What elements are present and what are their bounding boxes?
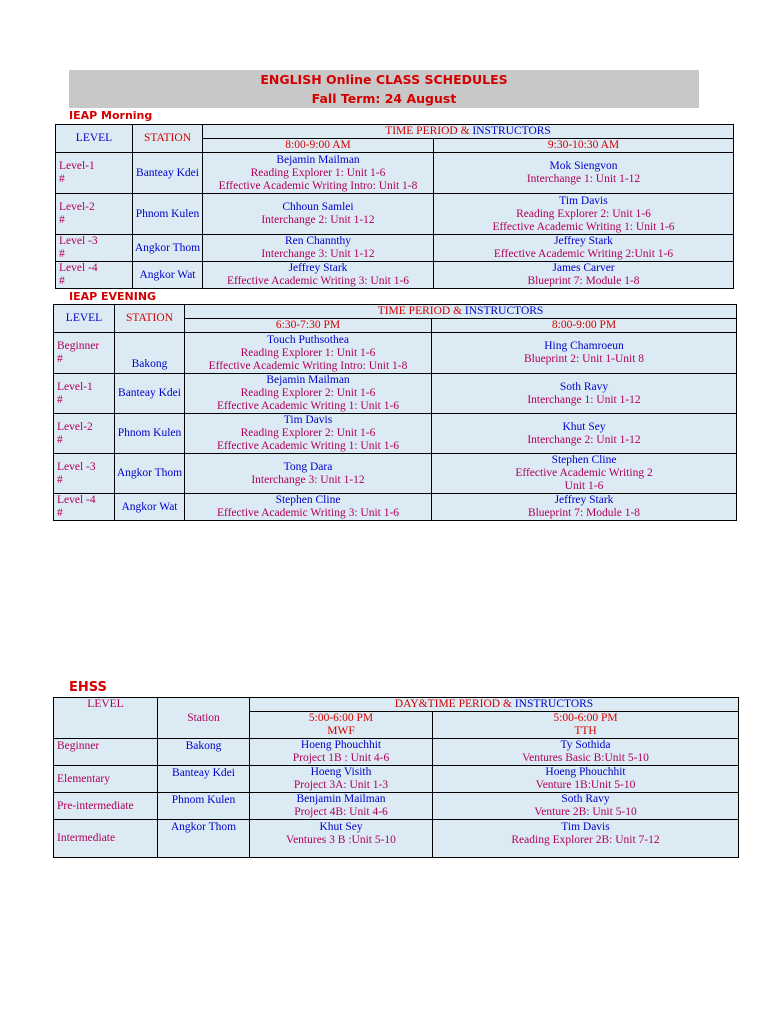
- level-cell: Pre-intermediate: [54, 793, 158, 820]
- time-period-header: TIME PERIOD & INSTRUCTORS: [185, 305, 737, 319]
- morning-schedule-table: [55, 124, 734, 289]
- class-cell: Bejamin Mailman Reading Explorer 2: Unit 1-6 Effective Academic Writing 1: Unit 1-6: [185, 374, 432, 414]
- day-slot-1: MWF: [250, 725, 433, 739]
- table-row: [54, 374, 737, 414]
- level-cell: Beginner: [54, 739, 158, 766]
- station-cell: Phnom Kulen: [158, 793, 250, 820]
- level-cell: Level-1 #: [54, 374, 115, 414]
- level-cell: Level -3 #: [54, 454, 115, 494]
- table-row: [56, 235, 734, 262]
- station-cell: Angkor Wat: [115, 494, 185, 521]
- level-header: LEVEL: [56, 125, 133, 153]
- evening-schedule-table: [53, 304, 737, 521]
- class-cell: Touch Puthsothea Reading Explorer 1: Unit 1-6 Effective Academic Writing Intro: Unit 1-8: [185, 333, 432, 374]
- class-cell: Hoeng Visith Project 3A: Unit 1-3: [250, 766, 433, 793]
- station-header: STATION: [133, 125, 203, 153]
- time-slot-2: 8:00-9:00 PM: [432, 319, 737, 333]
- page-title: ENGLISH Online CLASS SCHEDULES: [260, 72, 508, 87]
- time-period-header: TIME PERIOD & INSTRUCTORS: [203, 125, 734, 139]
- class-cell: Soth Ravy Venture 2B: Unit 5-10: [433, 793, 739, 820]
- class-cell: Ren Channthy Interchange 3: Unit 1-12: [203, 235, 434, 262]
- term-subtitle: Fall Term: 24 August: [311, 91, 457, 106]
- table-row: [56, 262, 734, 289]
- table-row: [54, 739, 739, 766]
- time-slot-2: 9:30-10:30 AM: [434, 139, 734, 153]
- level-header: LEVEL: [54, 698, 158, 739]
- station-cell: Banteay Kdei: [158, 766, 250, 793]
- station-cell: Angkor Thom: [115, 454, 185, 494]
- time-slot-1: 6:30-7:30 PM: [185, 319, 432, 333]
- class-cell: Hing Chamroeun Blueprint 2: Unit 1-Unit 8: [432, 333, 737, 374]
- time-slot-2: 5:00-6:00 PM: [433, 712, 739, 726]
- level-cell: Level -4 #: [54, 494, 115, 521]
- section-title-ehss: EHSS: [69, 680, 107, 695]
- level-cell: Intermediate: [54, 820, 158, 858]
- table-row: [54, 333, 737, 374]
- level-cell: Level-1 #: [56, 153, 133, 194]
- station-header: STATION: [115, 305, 185, 333]
- level-cell: Level -4 #: [56, 262, 133, 289]
- class-cell: Stephen Cline Effective Academic Writing 3: Unit 1-6: [185, 494, 432, 521]
- level-cell: Level-2 #: [56, 194, 133, 235]
- class-cell: Tim Davis Reading Explorer 2: Unit 1-6 Effective Academic Writing 1: Unit 1-6: [185, 414, 432, 454]
- class-cell: Khut Sey Interchange 2: Unit 1-12: [432, 414, 737, 454]
- class-cell: Bejamin Mailman Reading Explorer 1: Unit 1-6 Effective Academic Writing Intro: Unit 1-8: [203, 153, 434, 194]
- schedule-banner: [69, 70, 699, 108]
- table-row: [56, 194, 734, 235]
- class-cell: Chhoun Samlei Interchange 2: Unit 1-12: [203, 194, 434, 235]
- class-cell: Jeffrey Stark Blueprint 7: Module 1-8: [432, 494, 737, 521]
- level-cell: Beginner #: [54, 333, 115, 374]
- section-title-evening: IEAP EVENING: [69, 290, 157, 303]
- class-cell: Hoeng Phouchhit Project 1B : Unit 4-6: [250, 739, 433, 766]
- station-cell: Phnom Kulen: [133, 194, 203, 235]
- class-cell: Benjamin Mailman Project 4B: Unit 4-6: [250, 793, 433, 820]
- table-row: [54, 820, 739, 858]
- class-cell: Stephen Cline Effective Academic Writing 2 Unit 1-6: [432, 454, 737, 494]
- class-cell: Soth Ravy Interchange 1: Unit 1-12: [432, 374, 737, 414]
- level-cell: Level -3 #: [56, 235, 133, 262]
- table-row: [54, 414, 737, 454]
- level-cell: Level-2 #: [54, 414, 115, 454]
- class-cell: Jeffrey Stark Effective Academic Writing 3: Unit 1-6: [203, 262, 434, 289]
- class-cell: Hoeng Phouchhit Venture 1B:Unit 5-10: [433, 766, 739, 793]
- table-row: [54, 494, 737, 521]
- station-cell: Banteay Kdei: [133, 153, 203, 194]
- class-cell: Tim Davis Reading Explorer 2: Unit 1-6 Effective Academic Writing 1: Unit 1-6: [434, 194, 734, 235]
- station-cell: Bakong: [158, 739, 250, 766]
- time-period-header: DAY&TIME PERIOD & INSTRUCTORS: [250, 698, 739, 712]
- level-header: LEVEL: [54, 305, 115, 333]
- table-row: [54, 766, 739, 793]
- ehss-schedule-table: [53, 697, 739, 858]
- class-cell: Ty Sothida Ventures Basic B:Unit 5-10: [433, 739, 739, 766]
- class-cell: Mok Siengvon Interchange 1: Unit 1-12: [434, 153, 734, 194]
- table-row: [54, 793, 739, 820]
- station-cell: Angkor Thom: [158, 820, 250, 858]
- station-cell: Phnom Kulen: [115, 414, 185, 454]
- station-cell: Angkor Wat: [133, 262, 203, 289]
- time-slot-1: 8:00-9:00 AM: [203, 139, 434, 153]
- level-cell: Elementary: [54, 766, 158, 793]
- section-title-morning: IEAP Morning: [69, 109, 153, 122]
- station-cell: Angkor Thom: [133, 235, 203, 262]
- class-cell: Tong Dara Interchange 3: Unit 1-12: [185, 454, 432, 494]
- table-row: [56, 153, 734, 194]
- station-header: Station: [158, 698, 250, 739]
- time-slot-1: 5:00-6:00 PM: [250, 712, 433, 726]
- class-cell: Tim Davis Reading Explorer 2B: Unit 7-12: [433, 820, 739, 858]
- day-slot-2: TTH: [433, 725, 739, 739]
- class-cell: James Carver Blueprint 7: Module 1-8: [434, 262, 734, 289]
- station-cell: Banteay Kdei: [115, 374, 185, 414]
- table-row: [54, 454, 737, 494]
- class-cell: Jeffrey Stark Effective Academic Writing 2:Unit 1-6: [434, 235, 734, 262]
- station-cell: Bakong: [115, 333, 185, 374]
- class-cell: Khut Sey Ventures 3 B :Unit 5-10: [250, 820, 433, 858]
